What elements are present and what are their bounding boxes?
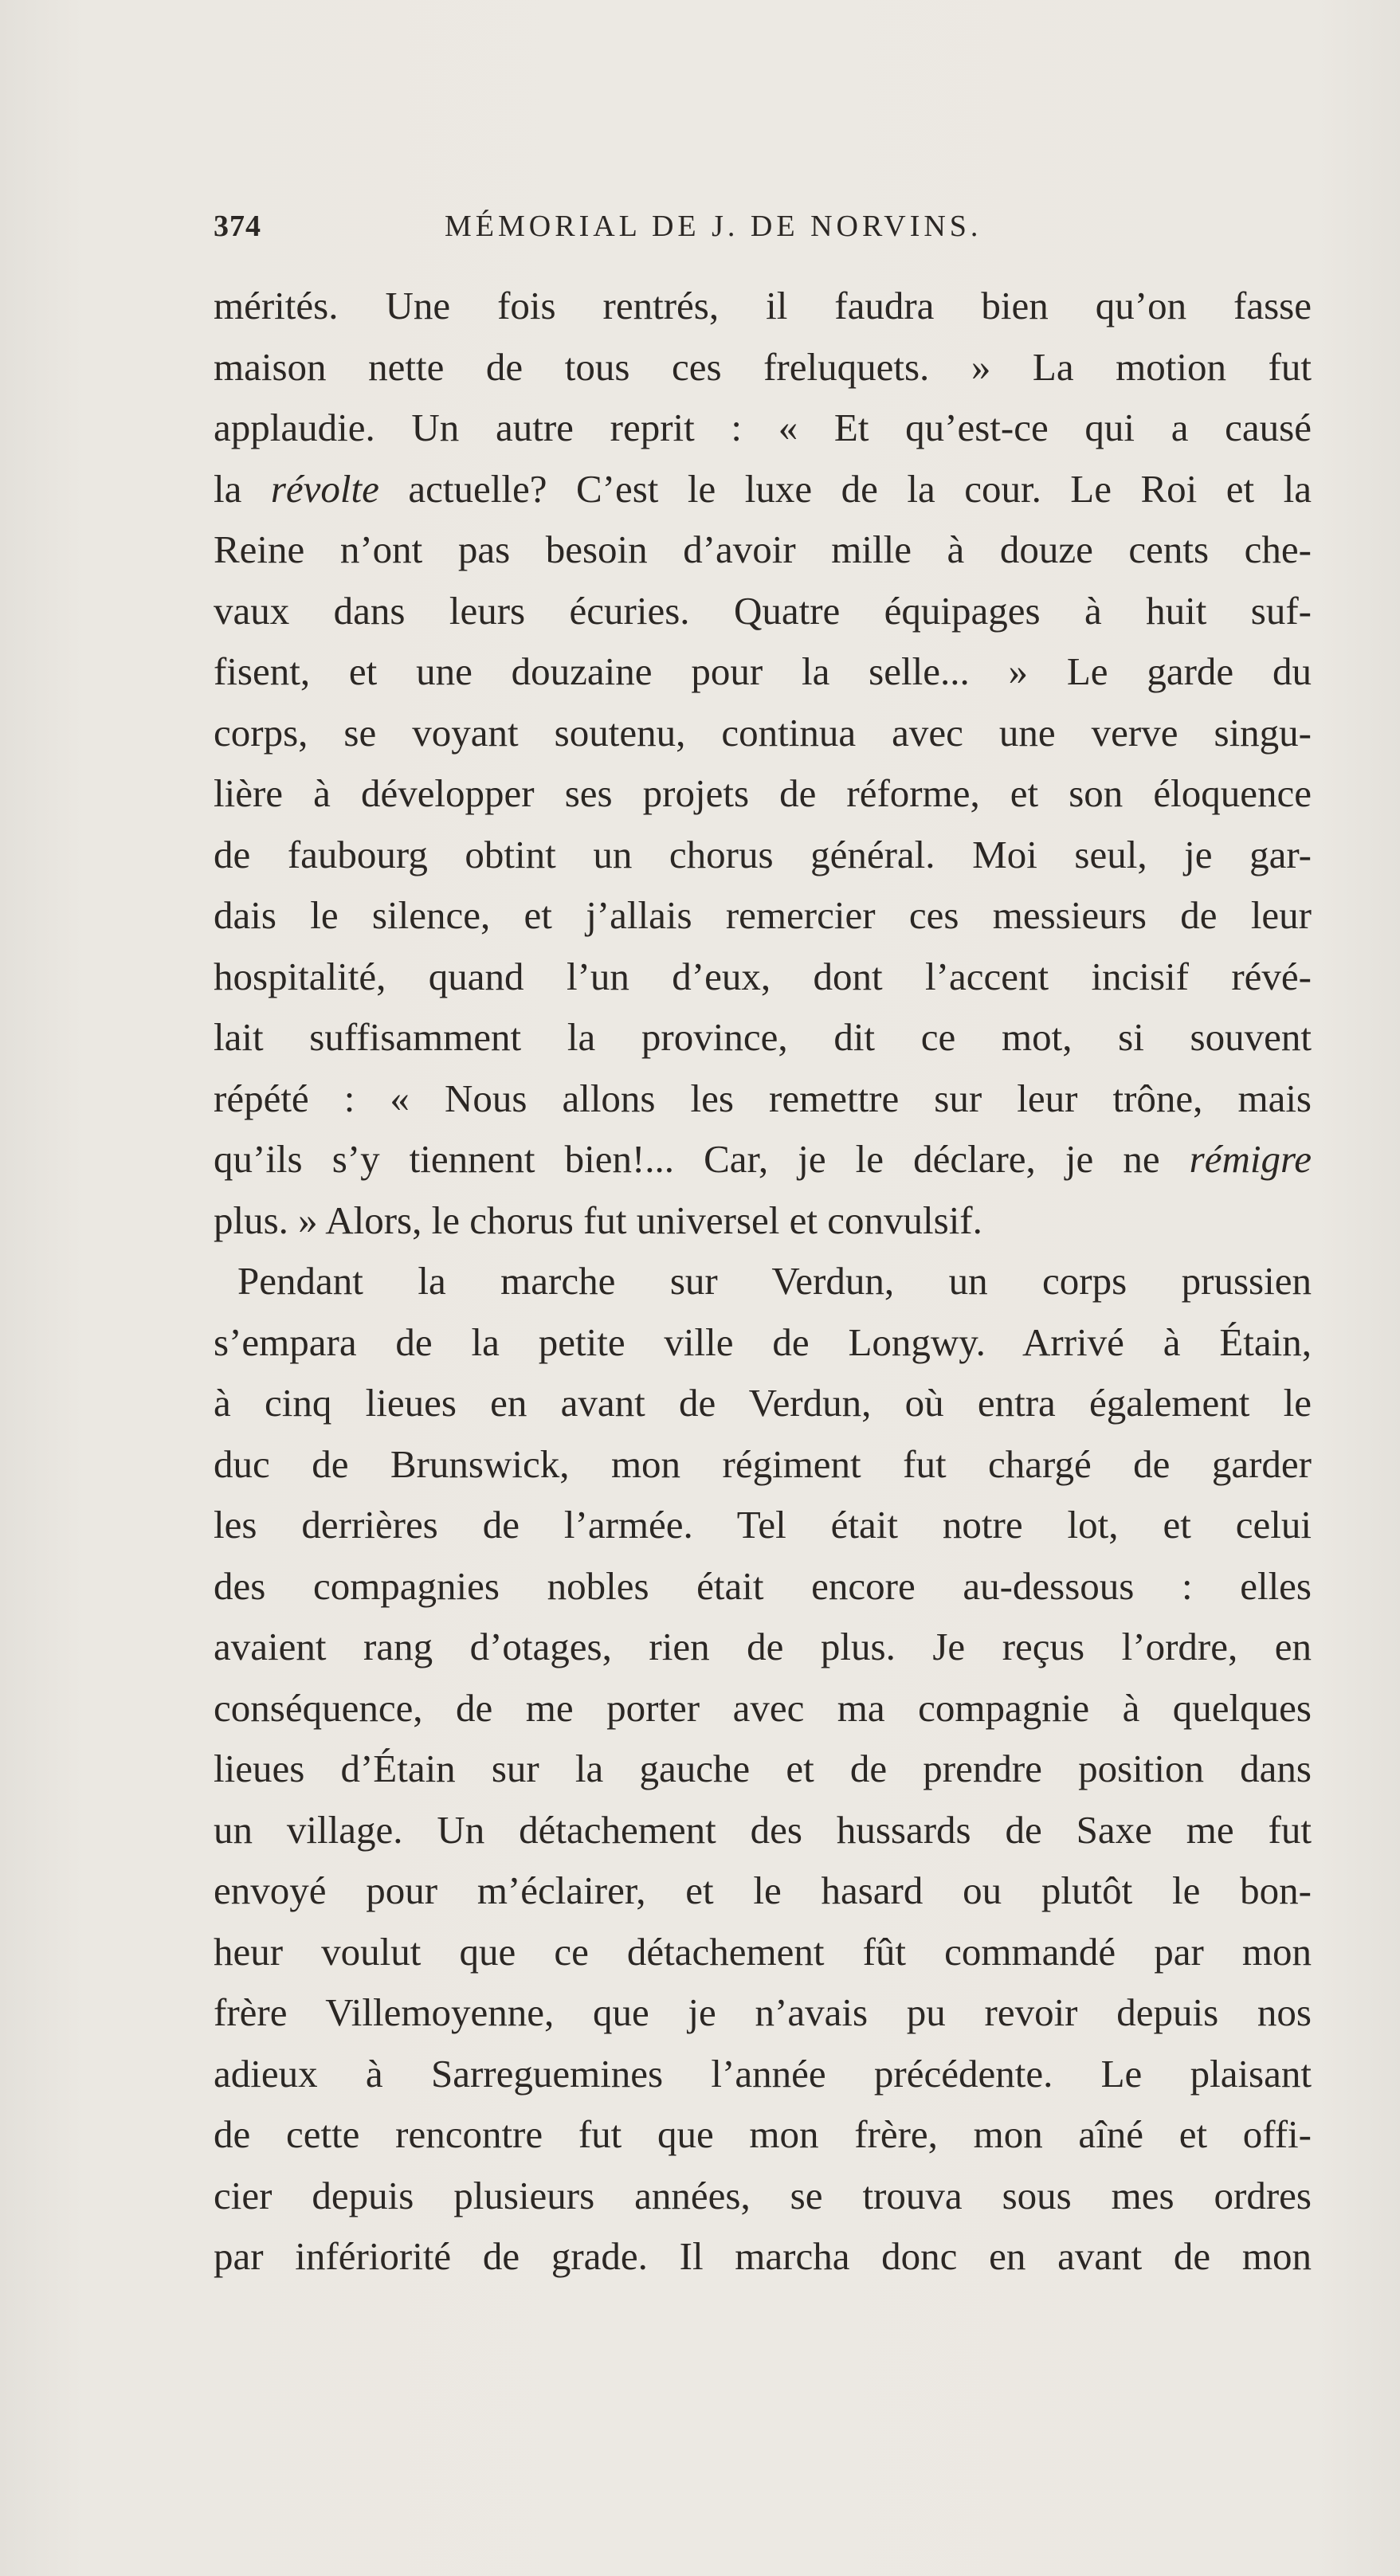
- text-line: plus. » Alors, le chorus fut universel et convulsif.: [214, 1198, 982, 1242]
- text-line: de cette rencontre fut que mon frère, mon aîné et offi-: [214, 2112, 1312, 2156]
- text-line: conséquence, de me porter avec ma compagnie à quelques: [214, 1685, 1312, 1730]
- text-line: répété : « Nous allons les remettre sur leur trône, mais: [214, 1076, 1312, 1120]
- page-header: [214, 209, 1313, 257]
- text-line: Reine n’ont pas besoin d’avoir mille à douze cents che-: [214, 527, 1312, 571]
- text-line: duc de Brunswick, mon régiment fut chargé de garder: [214, 1441, 1312, 1486]
- text-segment: qu’ils s’y tiennent bien!... Car, je le déclare, je ne: [214, 1137, 1190, 1181]
- text-line: à cinq lieues en avant de Verdun, où entra également le: [214, 1381, 1312, 1425]
- text-line: [214, 1129, 1312, 1190]
- text-line: adieux à Sarreguemines l’année précédente. Le plaisant: [214, 2051, 1312, 2096]
- text-line: s’empara de la petite ville de Longwy. Arrivé à Étain,: [214, 1319, 1312, 1364]
- text-line: avaient rang d’otages, rien de plus. Je reçus l’ordre, en: [214, 1625, 1312, 1668]
- text-line: un village. Un détachement des hussards de Saxe me fut: [214, 1807, 1312, 1852]
- text-line: [214, 459, 1312, 520]
- text-line: lait suffisamment la province, dit ce mot, si souvent: [214, 1015, 1312, 1059]
- text-segment: actuelle? C’est le luxe de la cour. Le Roi et la: [378, 466, 1312, 511]
- text-line: dais le silence, et j’allais remercier ces messieurs de leur: [214, 893, 1312, 937]
- text-line: hospitalité, quand l’un d’eux, dont l’accent incisif révé-: [214, 954, 1312, 998]
- text-line: cier depuis plusieurs années, se trouva sous mes ordres: [214, 2173, 1312, 2217]
- text-line: frère Villemoyenne, que je n’avais pu revoir depuis nos: [214, 1990, 1312, 2034]
- text-line: lieues d’Étain sur la gauche et de prendre position dans: [214, 1747, 1312, 1790]
- text-line: envoyé pour m’éclairer, et le hasard ou plutôt le bon-: [214, 1868, 1312, 1912]
- page-number: 374: [214, 210, 261, 243]
- italic-word: révolte: [270, 466, 379, 511]
- text-line: corps, se voyant soutenu, continua avec une verve singu-: [214, 710, 1312, 755]
- body-text: [214, 276, 1312, 2288]
- text-line: maison nette de tous ces freluquets. » La motion fut: [214, 344, 1312, 389]
- text-line: les derrières de l’armée. Tel était notre lot, et celui: [214, 1503, 1312, 1547]
- text-line: heur voulut que ce détachement fût commandé par mon: [214, 1929, 1312, 1974]
- text-line: fisent, et une douzaine pour la selle... » Le garde du: [214, 649, 1312, 693]
- text-line: par infériorité de grade. Il marcha donc en avant de mon: [214, 2234, 1312, 2278]
- text-line: applaudie. Un autre reprit : « Et qu’est-ce qui a causé: [214, 406, 1312, 449]
- text-segment: la: [214, 466, 271, 511]
- running-title: MÉMORIAL DE J. DE NORVINS.: [445, 210, 982, 243]
- text-line: de faubourg obtint un chorus général. Moi seul, je gar-: [214, 832, 1312, 876]
- text-line: lière à développer ses projets de réforme, et son éloquence: [214, 771, 1312, 815]
- text-line: vaux dans leurs écuries. Quatre équipages à huit suf-: [214, 588, 1312, 633]
- italic-word: rémigre: [1189, 1137, 1312, 1181]
- text-line: Pendant la marche sur Verdun, un corps prussien: [237, 1259, 1312, 1303]
- text-line: des compagnies nobles était encore au-dessous : elles: [214, 1563, 1312, 1608]
- text-line: mérités. Une fois rentrés, il faudra bien qu’on fasse: [214, 284, 1312, 327]
